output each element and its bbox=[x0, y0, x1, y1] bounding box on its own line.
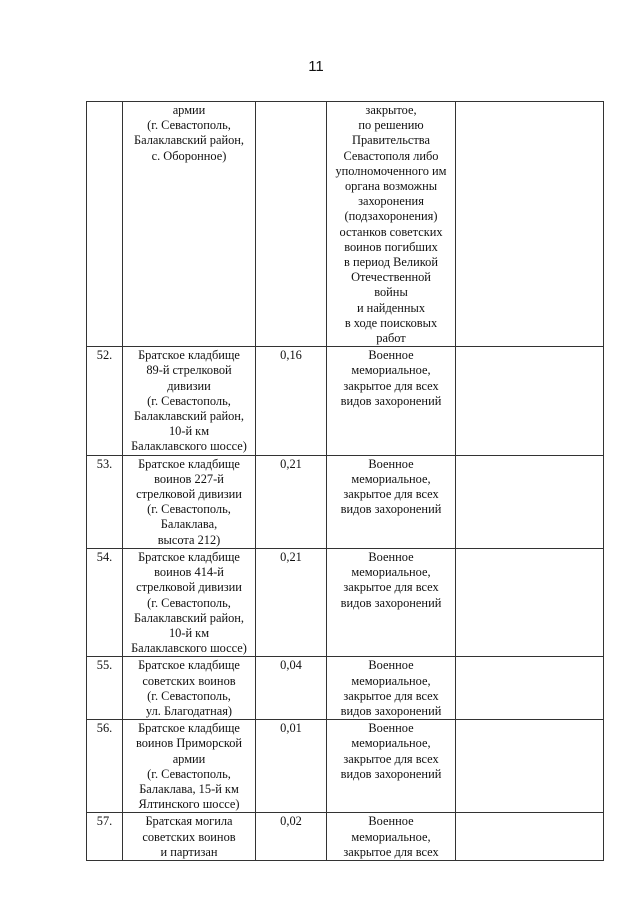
site-name-line: (г. Севастополь, bbox=[147, 688, 231, 703]
status-line: закрытое для всех bbox=[343, 378, 439, 393]
site-name-cell bbox=[123, 455, 256, 548]
burial-sites-table bbox=[86, 101, 604, 861]
status-line: закрытое для всех bbox=[343, 487, 439, 502]
status-line: захоронения bbox=[358, 194, 424, 209]
site-name-line: Балаклава, 15-й км bbox=[139, 781, 239, 796]
site-name-line: ул. Благодатная) bbox=[145, 703, 233, 718]
row-number-cell: 55. bbox=[87, 657, 123, 720]
table-row bbox=[87, 102, 604, 347]
table-row bbox=[87, 720, 604, 813]
table-row bbox=[87, 548, 604, 656]
site-name-line: стрелковой дивизии bbox=[136, 580, 242, 595]
site-name-line: Братское кладбище bbox=[138, 456, 240, 471]
page-number: 11 bbox=[308, 58, 324, 75]
site-name-line: Балаклавского шоссе) bbox=[131, 439, 247, 454]
site-name-line: Ялтинского шоссе) bbox=[138, 797, 240, 812]
status-line: Военное bbox=[368, 549, 414, 564]
site-name-line: Балаклавский район, bbox=[133, 409, 244, 424]
status-line: видов захоронений bbox=[340, 502, 442, 517]
status-line: Севастополя либо bbox=[343, 148, 439, 163]
site-name-line: воинов 414-й bbox=[154, 565, 224, 580]
status-line: мемориальное, bbox=[351, 736, 431, 751]
table-body bbox=[87, 102, 604, 861]
area-cell: 0,16 bbox=[256, 347, 327, 455]
site-name-line: армии bbox=[172, 751, 206, 766]
site-name-line: дивизии bbox=[167, 378, 211, 393]
status-line: видов захоронений bbox=[340, 595, 442, 610]
table-row bbox=[87, 813, 604, 861]
area-cell: 0,21 bbox=[256, 455, 327, 548]
site-name-line: Братское кладбище bbox=[138, 348, 240, 363]
site-name-line: советских воинов bbox=[142, 829, 236, 844]
area-cell bbox=[256, 102, 327, 347]
site-name-line: 10-й км bbox=[168, 625, 210, 640]
site-name-line: и партизан bbox=[160, 844, 218, 859]
area-cell: 0,01 bbox=[256, 720, 327, 813]
status-line: органа возможны bbox=[344, 179, 438, 194]
site-name-line: воинов 227-й bbox=[154, 471, 224, 486]
site-name-line: (г. Севастополь, bbox=[147, 393, 231, 408]
status-line: видов захоронений bbox=[340, 393, 442, 408]
site-name-line: с. Оборонное) bbox=[151, 148, 227, 163]
site-name-line: Балаклавский район, bbox=[133, 610, 244, 625]
status-cell bbox=[327, 657, 456, 720]
site-name-cell bbox=[123, 347, 256, 455]
site-name-cell bbox=[123, 102, 256, 347]
status-line: закрытое для всех bbox=[343, 751, 439, 766]
site-name-line: Балаклавского шоссе) bbox=[131, 641, 247, 656]
site-name-line: Братское кладбище bbox=[138, 658, 240, 673]
status-cell bbox=[327, 813, 456, 861]
status-line: Отечественной bbox=[351, 270, 431, 285]
site-name-line: (г. Севастополь, bbox=[147, 502, 231, 517]
site-name-line: 10-й км bbox=[168, 424, 210, 439]
status-line: видов захоронений bbox=[340, 703, 442, 718]
status-line: работ bbox=[376, 331, 406, 346]
status-line: Военное bbox=[368, 721, 414, 736]
table-row bbox=[87, 347, 604, 455]
status-line: войны bbox=[374, 285, 408, 300]
notes-cell bbox=[456, 102, 604, 347]
status-line: Военное bbox=[368, 348, 414, 363]
status-line: мемориальное, bbox=[351, 673, 431, 688]
status-line: мемориальное, bbox=[351, 565, 431, 580]
table-row bbox=[87, 455, 604, 548]
site-name-line: Балаклавский район, bbox=[133, 133, 244, 148]
status-line: воинов погибших bbox=[344, 239, 438, 254]
status-line: останков советских bbox=[339, 224, 443, 239]
status-cell bbox=[327, 102, 456, 347]
site-name-line: советских воинов bbox=[142, 673, 236, 688]
status-cell bbox=[327, 347, 456, 455]
notes-cell bbox=[456, 455, 604, 548]
status-line: мемориальное, bbox=[351, 829, 431, 844]
site-name-line: Братское кладбище bbox=[138, 721, 240, 736]
status-line: по решению bbox=[358, 118, 424, 133]
notes-cell bbox=[456, 813, 604, 861]
row-number-cell: 57. bbox=[87, 813, 123, 861]
status-line: (подзахоронения) bbox=[344, 209, 438, 224]
site-name-line: воинов Приморской bbox=[135, 736, 243, 751]
status-line: закрытое для всех bbox=[343, 580, 439, 595]
row-number-cell: 56. bbox=[87, 720, 123, 813]
row-number-cell bbox=[87, 102, 123, 347]
site-name-line: армии bbox=[172, 103, 206, 117]
notes-cell bbox=[456, 347, 604, 455]
status-line: Военное bbox=[368, 814, 414, 829]
status-line: уполномоченного им bbox=[335, 163, 447, 178]
site-name-line: (г. Севастополь, bbox=[147, 118, 231, 133]
site-name-line: высота 212) bbox=[157, 532, 221, 547]
site-name-line: (г. Севастополь, bbox=[147, 595, 231, 610]
area-cell: 0,02 bbox=[256, 813, 327, 861]
site-name-line: Братское кладбище bbox=[138, 549, 240, 564]
status-line: закрытое для всех bbox=[343, 688, 439, 703]
site-name-line: стрелковой дивизии bbox=[136, 487, 242, 502]
area-cell: 0,04 bbox=[256, 657, 327, 720]
row-number-cell: 52. bbox=[87, 347, 123, 455]
site-name-cell bbox=[123, 657, 256, 720]
status-line: Военное bbox=[368, 456, 414, 471]
notes-cell bbox=[456, 720, 604, 813]
status-line: Военное bbox=[368, 658, 414, 673]
status-cell bbox=[327, 720, 456, 813]
site-name-cell bbox=[123, 548, 256, 656]
status-line: мемориальное, bbox=[351, 471, 431, 486]
status-line: Правительства bbox=[352, 133, 430, 148]
site-name-line: (г. Севастополь, bbox=[147, 766, 231, 781]
site-name-line: Балаклава, bbox=[160, 517, 218, 532]
status-line: мемориальное, bbox=[351, 363, 431, 378]
row-number-cell: 53. bbox=[87, 455, 123, 548]
site-name-cell bbox=[123, 813, 256, 861]
row-number-cell: 54. bbox=[87, 548, 123, 656]
status-line: в период Великой bbox=[344, 255, 438, 270]
status-cell bbox=[327, 455, 456, 548]
area-cell: 0,21 bbox=[256, 548, 327, 656]
status-cell bbox=[327, 548, 456, 656]
site-name-cell bbox=[123, 720, 256, 813]
status-line: закрытое для всех bbox=[343, 844, 439, 859]
table-row bbox=[87, 657, 604, 720]
site-name-line: 89-й стрелковой bbox=[146, 363, 232, 378]
site-name-line: Братская могила bbox=[145, 814, 233, 829]
status-line: и найденных bbox=[356, 300, 426, 315]
status-line: в ходе поисковых bbox=[344, 315, 438, 330]
status-line: закрытое, bbox=[365, 103, 417, 117]
status-line: видов захоронений bbox=[340, 766, 442, 781]
notes-cell bbox=[456, 657, 604, 720]
notes-cell bbox=[456, 548, 604, 656]
